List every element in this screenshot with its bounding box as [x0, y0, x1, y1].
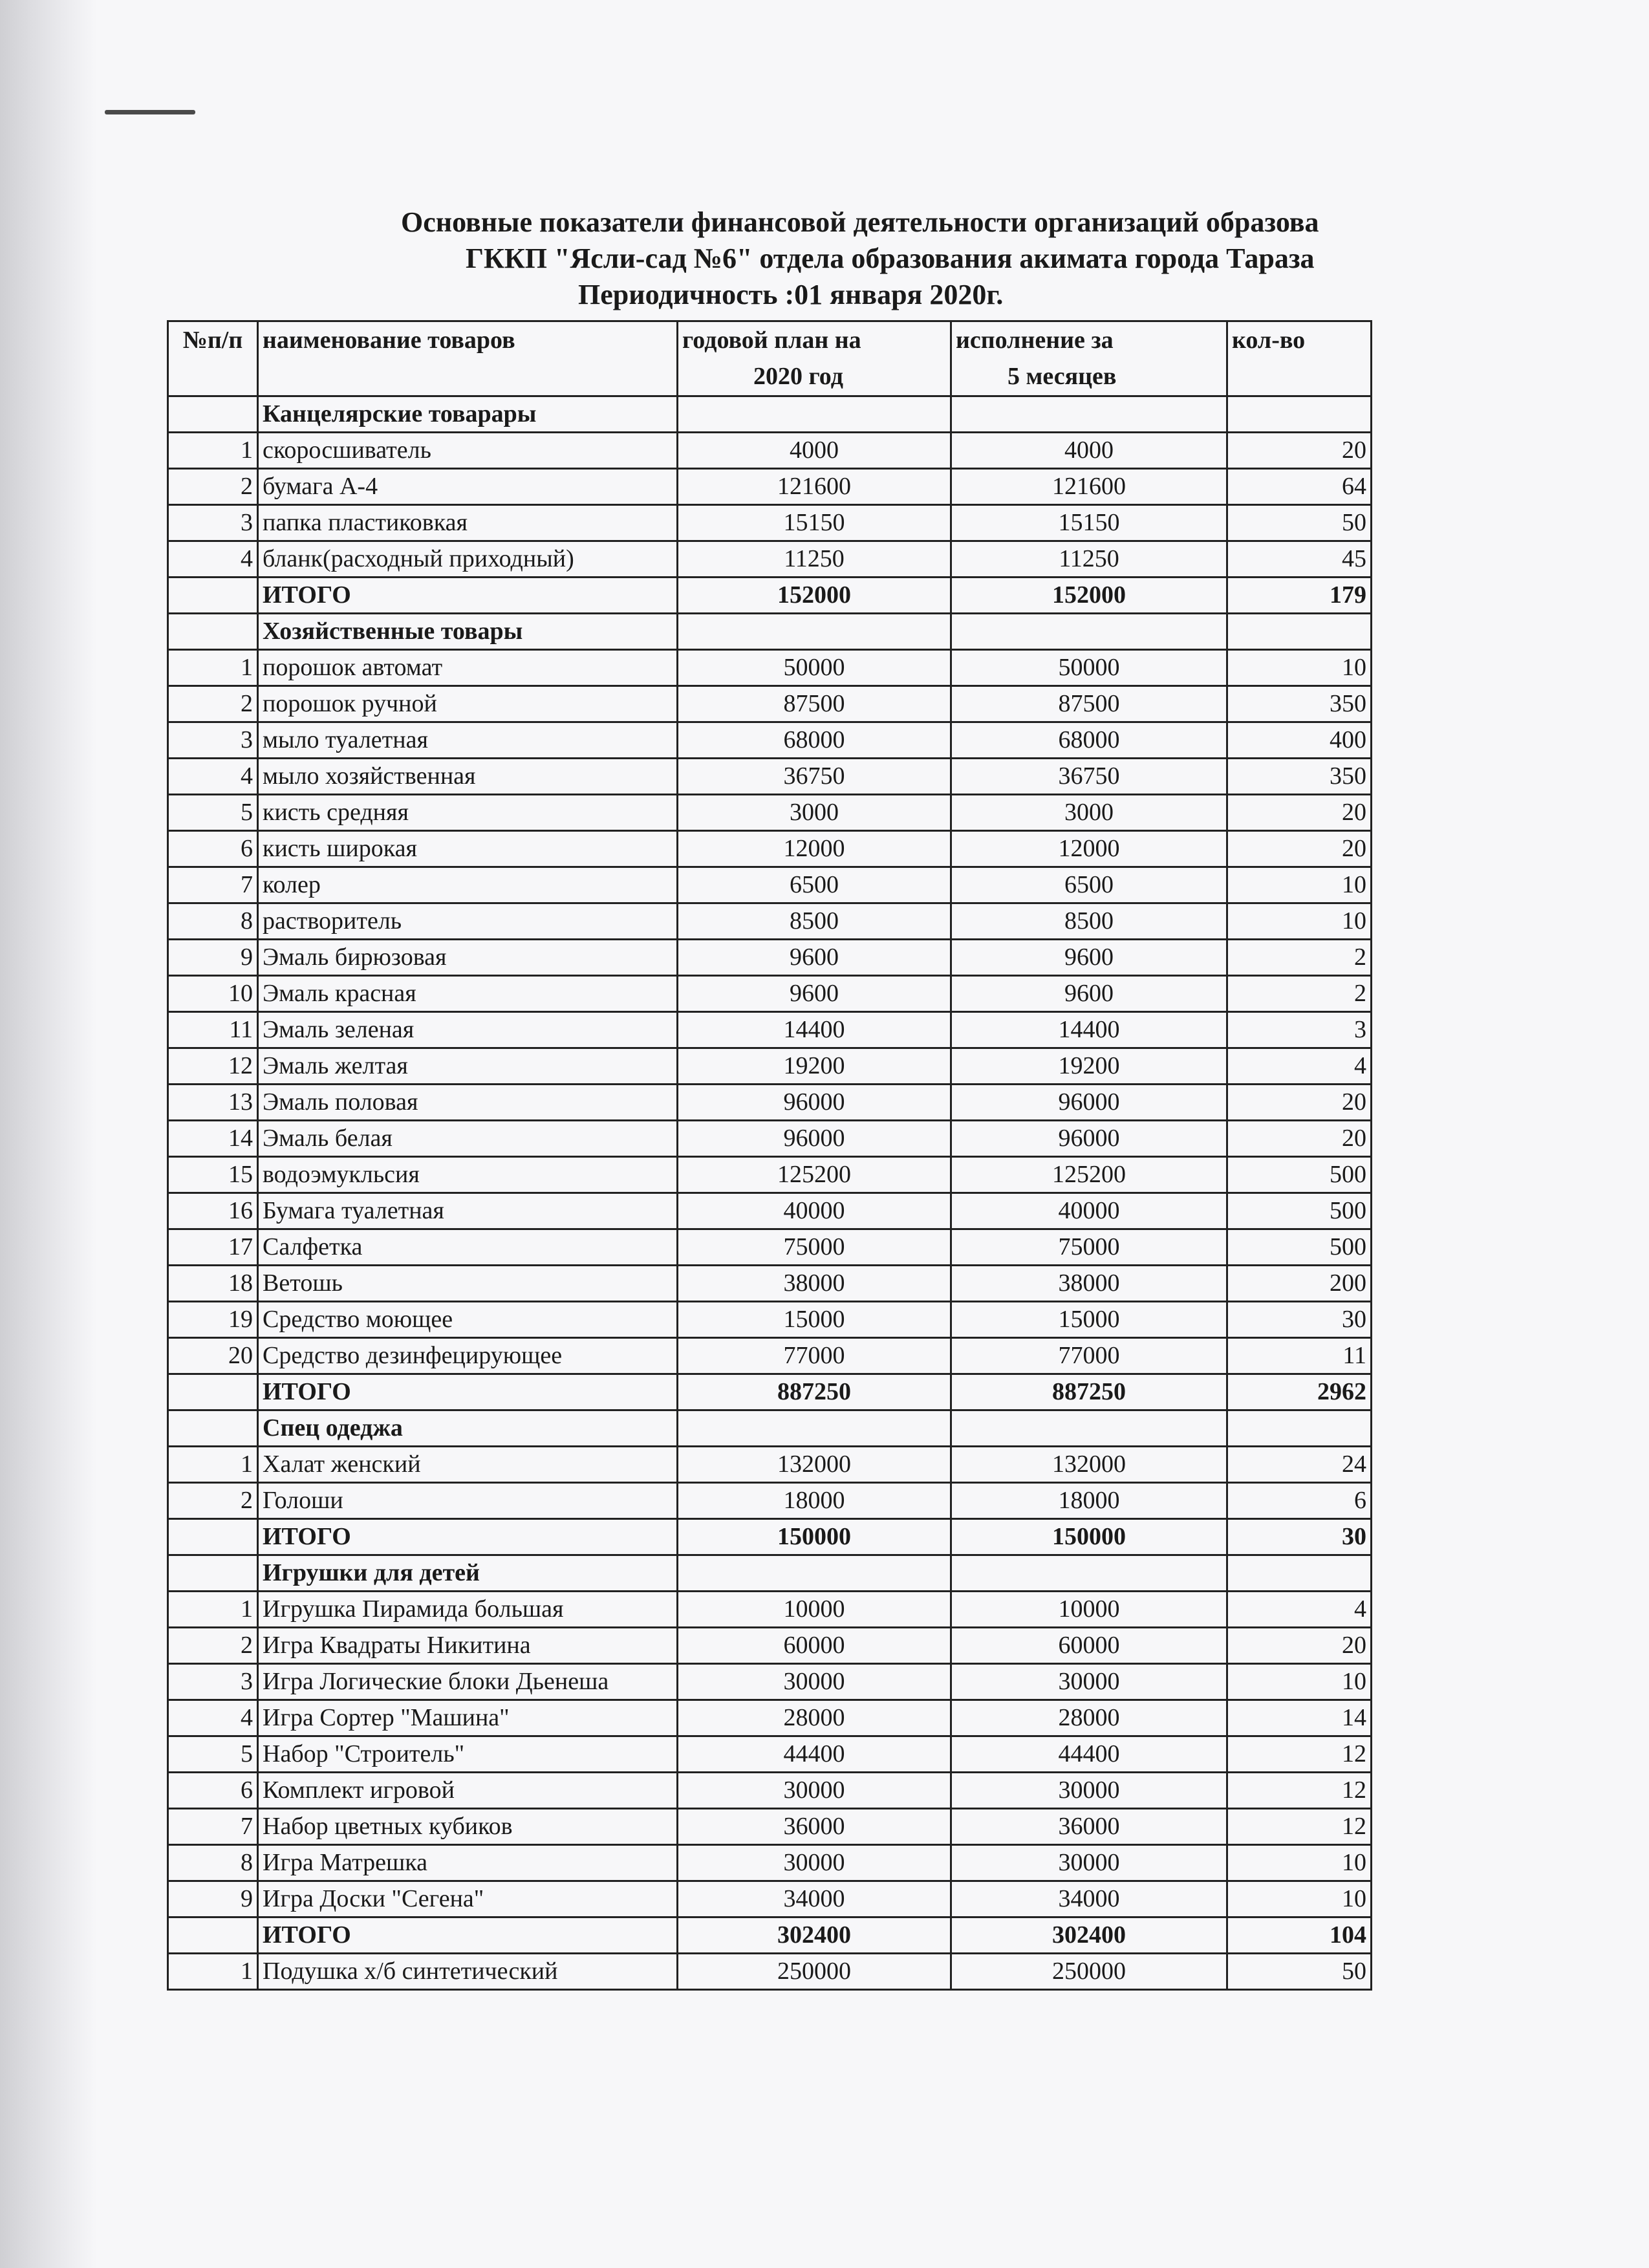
- cell-exec: 34000: [951, 1881, 1227, 1917]
- cell-name: ИТОГО: [258, 1519, 678, 1555]
- table-row: [168, 1773, 1372, 1809]
- cell-exec: 96000: [951, 1121, 1227, 1157]
- cell-name: Эмаль бирюзовая: [258, 940, 678, 976]
- cell-plan: [678, 614, 951, 650]
- cell-exec: [951, 1410, 1227, 1447]
- table-row: [168, 831, 1372, 867]
- cell-qty: 350: [1227, 686, 1372, 722]
- table-row: [168, 940, 1372, 976]
- cell-no: 8: [168, 1845, 258, 1881]
- cell-qty: 500: [1227, 1193, 1372, 1229]
- cell-exec: 9600: [951, 940, 1227, 976]
- scan-shadow-edge: [0, 0, 97, 2268]
- cell-no: 1: [168, 1954, 258, 1990]
- cell-name: Подушка х/б синтетический: [258, 1954, 678, 1990]
- cell-exec: 6500: [951, 867, 1227, 903]
- cell-qty: 4: [1227, 1592, 1372, 1628]
- cell-exec: 30000: [951, 1664, 1227, 1700]
- cell-plan: 34000: [678, 1881, 951, 1917]
- cell-qty: 12: [1227, 1736, 1372, 1773]
- cell-name: Средство моющее: [258, 1302, 678, 1338]
- cell-name: кисть средняя: [258, 795, 678, 831]
- cell-plan: 50000: [678, 650, 951, 686]
- cell-qty: 10: [1227, 867, 1372, 903]
- cell-name: Ветошь: [258, 1266, 678, 1302]
- table-row: [168, 1338, 1372, 1374]
- cell-qty: 10: [1227, 1881, 1372, 1917]
- cell-no: 19: [168, 1302, 258, 1338]
- cell-plan: 121600: [678, 469, 951, 505]
- cell-no: [168, 1917, 258, 1954]
- cell-exec: 10000: [951, 1592, 1227, 1628]
- cell-name: мыло туалетная: [258, 722, 678, 759]
- table-row: [168, 1229, 1372, 1266]
- cell-plan: [678, 1410, 951, 1447]
- cell-name: Эмаль красная: [258, 976, 678, 1012]
- cell-exec: [951, 1555, 1227, 1592]
- cell-plan: 68000: [678, 722, 951, 759]
- cell-name: водоэмукльсия: [258, 1157, 678, 1193]
- cell-exec: 887250: [951, 1374, 1227, 1410]
- cell-qty: 30: [1227, 1302, 1372, 1338]
- cell-no: 5: [168, 1736, 258, 1773]
- cell-exec: 36000: [951, 1809, 1227, 1845]
- table-row: [168, 1048, 1372, 1085]
- table-row: [168, 1700, 1372, 1736]
- cell-exec: 11250: [951, 541, 1227, 578]
- cell-plan: 60000: [678, 1628, 951, 1664]
- cell-name: Халат женский: [258, 1447, 678, 1483]
- cell-qty: 14: [1227, 1700, 1372, 1736]
- cell-qty: 104: [1227, 1917, 1372, 1954]
- title-line-2: ГККП "Ясли-сад №6" отдела образования акимата города Тараза: [466, 243, 1315, 274]
- table-row: [168, 1193, 1372, 1229]
- cell-name: Игрушка Пирамида большая: [258, 1592, 678, 1628]
- cell-qty: 2: [1227, 940, 1372, 976]
- cell-exec: 75000: [951, 1229, 1227, 1266]
- cell-plan: 38000: [678, 1266, 951, 1302]
- cell-no: 20: [168, 1338, 258, 1374]
- table-row: [168, 759, 1372, 795]
- header-name: наименование товаров: [258, 321, 678, 396]
- cell-name: мыло хозяйственная: [258, 759, 678, 795]
- table-row: [168, 722, 1372, 759]
- table-row: [168, 976, 1372, 1012]
- cell-no: 1: [168, 650, 258, 686]
- scan-mark: [105, 110, 195, 114]
- cell-name: Голоши: [258, 1483, 678, 1519]
- cell-no: 9: [168, 1881, 258, 1917]
- cell-qty: [1227, 614, 1372, 650]
- total-row: [168, 1519, 1372, 1555]
- table-header-row: [168, 321, 1372, 396]
- cell-exec: 30000: [951, 1773, 1227, 1809]
- table-row: [168, 1881, 1372, 1917]
- table-row: [168, 903, 1372, 940]
- cell-exec: 121600: [951, 469, 1227, 505]
- cell-exec: 8500: [951, 903, 1227, 940]
- table-row: [168, 541, 1372, 578]
- cell-no: 6: [168, 1773, 258, 1809]
- table-row: [168, 433, 1372, 469]
- cell-no: 4: [168, 759, 258, 795]
- header-qty: кол-во: [1227, 321, 1372, 396]
- cell-no: [168, 1410, 258, 1447]
- cell-name: Эмаль белая: [258, 1121, 678, 1157]
- cell-plan: 8500: [678, 903, 951, 940]
- title-line-3: Периодичность :01 января 2020г.: [578, 279, 1004, 310]
- cell-plan: 150000: [678, 1519, 951, 1555]
- table-row: [168, 1592, 1372, 1628]
- cell-exec: 18000: [951, 1483, 1227, 1519]
- cell-no: [168, 396, 258, 433]
- header-exec-line2: 5 месяцев: [1008, 363, 1117, 390]
- header-plan: [678, 321, 951, 396]
- cell-no: 9: [168, 940, 258, 976]
- cell-name: Бумага туалетная: [258, 1193, 678, 1229]
- cell-exec: 96000: [951, 1085, 1227, 1121]
- cell-qty: 20: [1227, 1121, 1372, 1157]
- cell-name: бумага А-4: [258, 469, 678, 505]
- cell-no: 2: [168, 686, 258, 722]
- cell-no: 13: [168, 1085, 258, 1121]
- cell-exec: 250000: [951, 1954, 1227, 1990]
- cell-name: Игра Логические блоки Дьенеша: [258, 1664, 678, 1700]
- cell-qty: 179: [1227, 578, 1372, 614]
- table-row: [168, 686, 1372, 722]
- cell-no: 12: [168, 1048, 258, 1085]
- cell-plan: 44400: [678, 1736, 951, 1773]
- cell-no: [168, 1374, 258, 1410]
- cell-qty: 50: [1227, 1954, 1372, 1990]
- table-row: [168, 1157, 1372, 1193]
- cell-qty: 2962: [1227, 1374, 1372, 1410]
- cell-plan: 96000: [678, 1085, 951, 1121]
- cell-no: 5: [168, 795, 258, 831]
- cell-plan: 15000: [678, 1302, 951, 1338]
- cell-plan: 36000: [678, 1809, 951, 1845]
- cell-exec: 3000: [951, 795, 1227, 831]
- table-row: [168, 1628, 1372, 1664]
- goods-table: [167, 320, 1372, 1991]
- cell-name: Средство дезинфецирующее: [258, 1338, 678, 1374]
- cell-no: 6: [168, 831, 258, 867]
- cell-qty: 10: [1227, 1664, 1372, 1700]
- cell-qty: 350: [1227, 759, 1372, 795]
- cell-name: Игра Доски "Сегена": [258, 1881, 678, 1917]
- cell-plan: 87500: [678, 686, 951, 722]
- cell-no: 7: [168, 1809, 258, 1845]
- cell-qty: 20: [1227, 795, 1372, 831]
- cell-exec: 302400: [951, 1917, 1227, 1954]
- cell-exec: 28000: [951, 1700, 1227, 1736]
- cell-plan: [678, 1555, 951, 1592]
- table-row: [168, 1845, 1372, 1881]
- cell-no: 3: [168, 722, 258, 759]
- cell-no: 15: [168, 1157, 258, 1193]
- total-row: [168, 1917, 1372, 1954]
- cell-plan: 3000: [678, 795, 951, 831]
- cell-exec: 9600: [951, 976, 1227, 1012]
- cell-qty: 2: [1227, 976, 1372, 1012]
- cell-plan: 77000: [678, 1338, 951, 1374]
- cell-name: Комплект игровой: [258, 1773, 678, 1809]
- table-row: [168, 1085, 1372, 1121]
- cell-no: [168, 1555, 258, 1592]
- cell-name: Эмаль зеленая: [258, 1012, 678, 1048]
- cell-no: 10: [168, 976, 258, 1012]
- table-row: [168, 650, 1372, 686]
- cell-exec: 12000: [951, 831, 1227, 867]
- cell-exec: 125200: [951, 1157, 1227, 1193]
- cell-name: скоросшиватель: [258, 433, 678, 469]
- cell-name: бланк(расходный приходный): [258, 541, 678, 578]
- cell-no: 17: [168, 1229, 258, 1266]
- cell-name: порошок ручной: [258, 686, 678, 722]
- cell-exec: 40000: [951, 1193, 1227, 1229]
- cell-no: 18: [168, 1266, 258, 1302]
- cell-plan: 15150: [678, 505, 951, 541]
- cell-exec: 50000: [951, 650, 1227, 686]
- document-header: [401, 204, 1371, 313]
- cell-qty: 400: [1227, 722, 1372, 759]
- cell-plan: 14400: [678, 1012, 951, 1048]
- cell-name: Канцелярские товарары: [258, 396, 678, 433]
- cell-no: 3: [168, 505, 258, 541]
- cell-plan: 10000: [678, 1592, 951, 1628]
- cell-name: Эмаль желтая: [258, 1048, 678, 1085]
- cell-plan: 40000: [678, 1193, 951, 1229]
- cell-qty: 64: [1227, 469, 1372, 505]
- cell-qty: 20: [1227, 433, 1372, 469]
- cell-plan: 30000: [678, 1773, 951, 1809]
- table-row: [168, 1302, 1372, 1338]
- cell-name: Набор цветных кубиков: [258, 1809, 678, 1845]
- table-row: [168, 1736, 1372, 1773]
- table-row: [168, 469, 1372, 505]
- cell-plan: 30000: [678, 1845, 951, 1881]
- table-row: [168, 795, 1372, 831]
- cell-no: 3: [168, 1664, 258, 1700]
- cell-name: Набор "Строитель": [258, 1736, 678, 1773]
- table-row: [168, 1121, 1372, 1157]
- cell-exec: 15000: [951, 1302, 1227, 1338]
- cell-plan: 18000: [678, 1483, 951, 1519]
- cell-no: 2: [168, 469, 258, 505]
- cell-exec: 14400: [951, 1012, 1227, 1048]
- total-row: [168, 578, 1372, 614]
- cell-qty: 20: [1227, 831, 1372, 867]
- cell-no: 14: [168, 1121, 258, 1157]
- cell-name: Игра Квадраты Никитина: [258, 1628, 678, 1664]
- table-row: [168, 1012, 1372, 1048]
- cell-exec: 4000: [951, 433, 1227, 469]
- cell-qty: 30: [1227, 1519, 1372, 1555]
- cell-exec: 19200: [951, 1048, 1227, 1085]
- table-row: [168, 1266, 1372, 1302]
- cell-qty: 12: [1227, 1773, 1372, 1809]
- cell-plan: 30000: [678, 1664, 951, 1700]
- cell-exec: 30000: [951, 1845, 1227, 1881]
- cell-qty: 10: [1227, 650, 1372, 686]
- cell-exec: [951, 614, 1227, 650]
- total-row: [168, 1374, 1372, 1410]
- cell-name: Эмаль половая: [258, 1085, 678, 1121]
- cell-no: 11: [168, 1012, 258, 1048]
- cell-no: 8: [168, 903, 258, 940]
- cell-qty: 11: [1227, 1338, 1372, 1374]
- cell-name: ИТОГО: [258, 1374, 678, 1410]
- cell-name: ИТОГО: [258, 1917, 678, 1954]
- cell-plan: 4000: [678, 433, 951, 469]
- table-row: [168, 1664, 1372, 1700]
- cell-qty: 24: [1227, 1447, 1372, 1483]
- cell-name: колер: [258, 867, 678, 903]
- table-row: [168, 505, 1372, 541]
- header-plan-line1: годовой план на: [682, 327, 861, 354]
- cell-name: порошок автомат: [258, 650, 678, 686]
- cell-exec: 132000: [951, 1447, 1227, 1483]
- cell-plan: 12000: [678, 831, 951, 867]
- cell-qty: 50: [1227, 505, 1372, 541]
- cell-plan: [678, 396, 951, 433]
- cell-no: 2: [168, 1628, 258, 1664]
- title-line-1: Основные показатели финансовой деятельности организаций образова: [401, 206, 1319, 238]
- cell-exec: 77000: [951, 1338, 1227, 1374]
- cell-plan: 9600: [678, 940, 951, 976]
- cell-qty: 20: [1227, 1628, 1372, 1664]
- cell-qty: 4: [1227, 1048, 1372, 1085]
- cell-exec: 15150: [951, 505, 1227, 541]
- table-row: [168, 1954, 1372, 1990]
- cell-qty: [1227, 1410, 1372, 1447]
- cell-qty: 6: [1227, 1483, 1372, 1519]
- cell-no: 7: [168, 867, 258, 903]
- cell-no: [168, 578, 258, 614]
- cell-exec: 44400: [951, 1736, 1227, 1773]
- cell-no: 1: [168, 1447, 258, 1483]
- cell-no: 4: [168, 541, 258, 578]
- cell-no: 2: [168, 1483, 258, 1519]
- cell-plan: 250000: [678, 1954, 951, 1990]
- cell-plan: 887250: [678, 1374, 951, 1410]
- cell-plan: 9600: [678, 976, 951, 1012]
- cell-qty: 12: [1227, 1809, 1372, 1845]
- cell-name: папка пластиковкая: [258, 505, 678, 541]
- table-row: [168, 867, 1372, 903]
- cell-exec: [951, 396, 1227, 433]
- cell-qty: 500: [1227, 1157, 1372, 1193]
- cell-qty: 500: [1227, 1229, 1372, 1266]
- table-row: [168, 1447, 1372, 1483]
- cell-no: 16: [168, 1193, 258, 1229]
- cell-no: [168, 1519, 258, 1555]
- cell-name: ИТОГО: [258, 578, 678, 614]
- section-row: [168, 1555, 1372, 1592]
- cell-qty: 200: [1227, 1266, 1372, 1302]
- header-plan-line2: 2020 год: [753, 363, 843, 390]
- cell-plan: 96000: [678, 1121, 951, 1157]
- cell-exec: 152000: [951, 578, 1227, 614]
- cell-name: Игрушки для детей: [258, 1555, 678, 1592]
- cell-exec: 87500: [951, 686, 1227, 722]
- cell-qty: [1227, 1555, 1372, 1592]
- cell-name: Спец одеджа: [258, 1410, 678, 1447]
- cell-no: 1: [168, 1592, 258, 1628]
- section-row: [168, 1410, 1372, 1447]
- cell-name: растворитель: [258, 903, 678, 940]
- cell-plan: 28000: [678, 1700, 951, 1736]
- cell-plan: 19200: [678, 1048, 951, 1085]
- cell-exec: 150000: [951, 1519, 1227, 1555]
- table-row: [168, 1483, 1372, 1519]
- cell-plan: 75000: [678, 1229, 951, 1266]
- cell-name: Салфетка: [258, 1229, 678, 1266]
- cell-exec: 60000: [951, 1628, 1227, 1664]
- cell-name: кисть широкая: [258, 831, 678, 867]
- cell-qty: 20: [1227, 1085, 1372, 1121]
- cell-plan: 132000: [678, 1447, 951, 1483]
- cell-no: 1: [168, 433, 258, 469]
- cell-no: [168, 614, 258, 650]
- header-no: №п/п: [168, 321, 258, 396]
- cell-no: 4: [168, 1700, 258, 1736]
- cell-qty: 3: [1227, 1012, 1372, 1048]
- cell-plan: 152000: [678, 578, 951, 614]
- cell-qty: 10: [1227, 1845, 1372, 1881]
- cell-plan: 6500: [678, 867, 951, 903]
- cell-name: Игра Матрешка: [258, 1845, 678, 1881]
- cell-name: Хозяйственные товары: [258, 614, 678, 650]
- cell-exec: 38000: [951, 1266, 1227, 1302]
- cell-plan: 302400: [678, 1917, 951, 1954]
- cell-qty: 10: [1227, 903, 1372, 940]
- section-row: [168, 614, 1372, 650]
- table-row: [168, 1809, 1372, 1845]
- header-exec-line1: исполнение за: [956, 327, 1114, 354]
- header-exec: [951, 321, 1227, 396]
- cell-plan: 36750: [678, 759, 951, 795]
- cell-plan: 125200: [678, 1157, 951, 1193]
- cell-name: Игра Сортер "Машина": [258, 1700, 678, 1736]
- cell-plan: 11250: [678, 541, 951, 578]
- cell-exec: 36750: [951, 759, 1227, 795]
- cell-qty: [1227, 396, 1372, 433]
- cell-qty: 45: [1227, 541, 1372, 578]
- section-row: [168, 396, 1372, 433]
- cell-exec: 68000: [951, 722, 1227, 759]
